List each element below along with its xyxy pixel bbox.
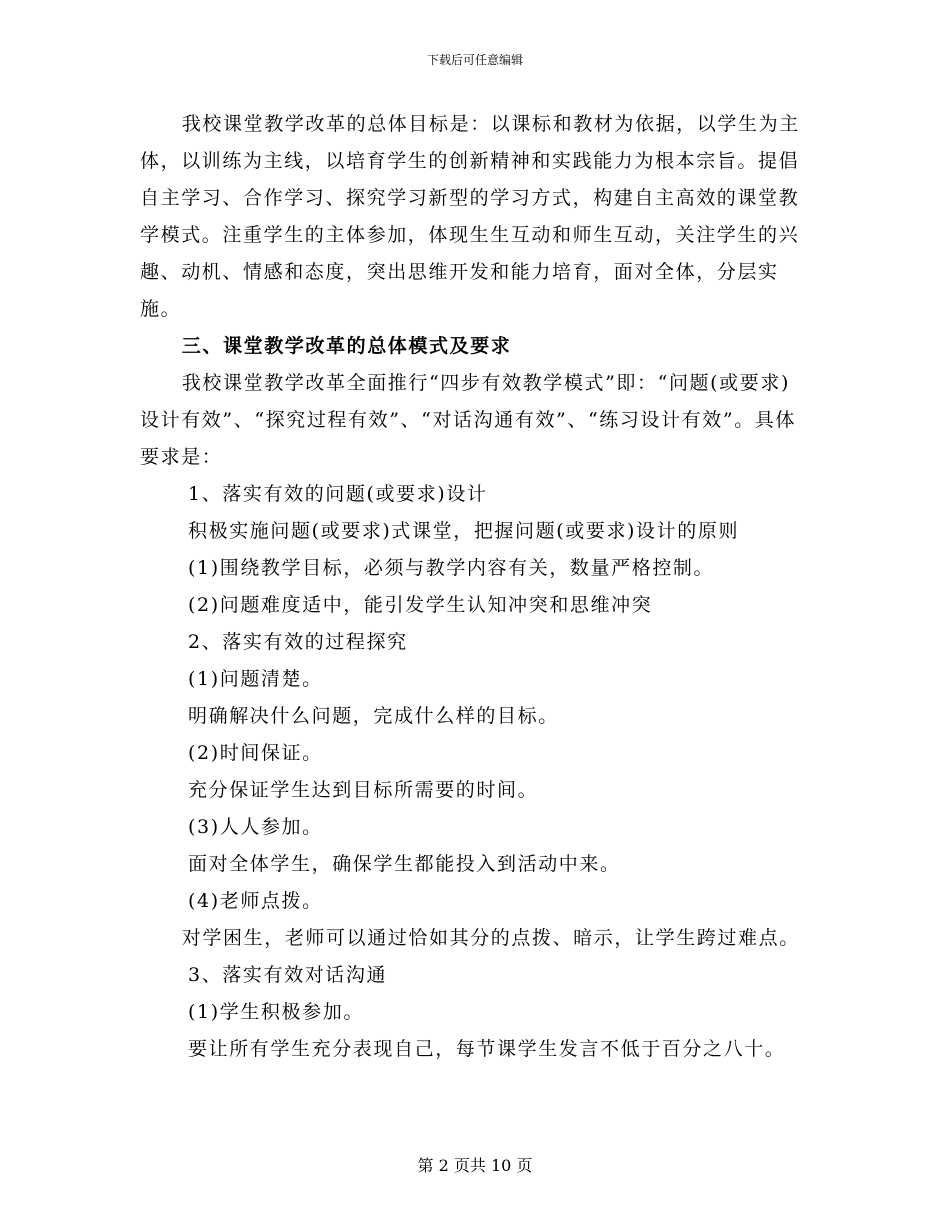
subheading-3: 3、落实有效对话沟通 <box>188 964 388 986</box>
document-body <box>140 106 808 1068</box>
subheading-1: 1、落实有效的问题(或要求)设计 <box>188 483 488 505</box>
list-item-detail: 面对全体学生，确保学生都能投入到活动中来。 <box>188 853 621 875</box>
list-item: (3)人人参加。 <box>188 816 323 838</box>
subheading-2: 2、落实有效的过程探究 <box>188 631 408 653</box>
list-item: (4)老师点拨。 <box>188 890 323 912</box>
page-footer: 第 2 页共 10 页 <box>417 1156 533 1175</box>
list-item-detail: 明确解决什么问题，完成什么样的目标。 <box>188 705 559 727</box>
paragraph-overall-goal: 我校课堂教学改革的总体目标是：以课标和教材为依据，以学生为主体，以训练为主线，以培育学生的创新精神和实践能力为根本宗旨。提倡自主学习、合作学习、探究学习新型的学习方式，构建自主高效的课堂教学模式。注重学生的主体参加，体现生生互动和师生互动，关注学生的兴趣、动机、情感和态度，突出思维开发和能力培育，面对全体，分层实施。 <box>140 113 800 320</box>
list-item-detail: 充分保证学生达到目标所需要的时间。 <box>188 779 539 801</box>
list-item: (2)问题难度适中，能引发学生认知冲突和思维冲突 <box>188 594 653 616</box>
paragraph-question-principle: 积极实施问题(或要求)式课堂，把握问题(或要求)设计的原则 <box>188 520 740 542</box>
section-heading-3: 三、课堂教学改革的总体模式及要求 <box>181 335 512 357</box>
list-item: (1)问题清楚。 <box>188 668 323 690</box>
paragraph-four-step-model: 我校课堂教学改革全面推行“四步有效教学模式”即：“问题(或要求)设计有效”、“探究过程有效”、“对话沟通有效”、“练习设计有效”。具体要求是： <box>140 372 796 468</box>
page-header: 下载后可任意编辑 <box>426 53 523 67</box>
list-item: (1)学生积极参加。 <box>188 1001 364 1023</box>
paragraph-teacher-guidance: 对学困生，老师可以通过恰如其分的点拨、暗示，让学生跨过难点。 <box>181 927 800 949</box>
list-item-detail: 要让所有学生充分表现自己，每节课学生发言不低于百分之八十。 <box>188 1038 786 1060</box>
list-item: (1)围绕教学目标，必须与教学内容有关，数量严格控制。 <box>188 557 715 579</box>
list-item: (2)时间保证。 <box>188 742 323 764</box>
